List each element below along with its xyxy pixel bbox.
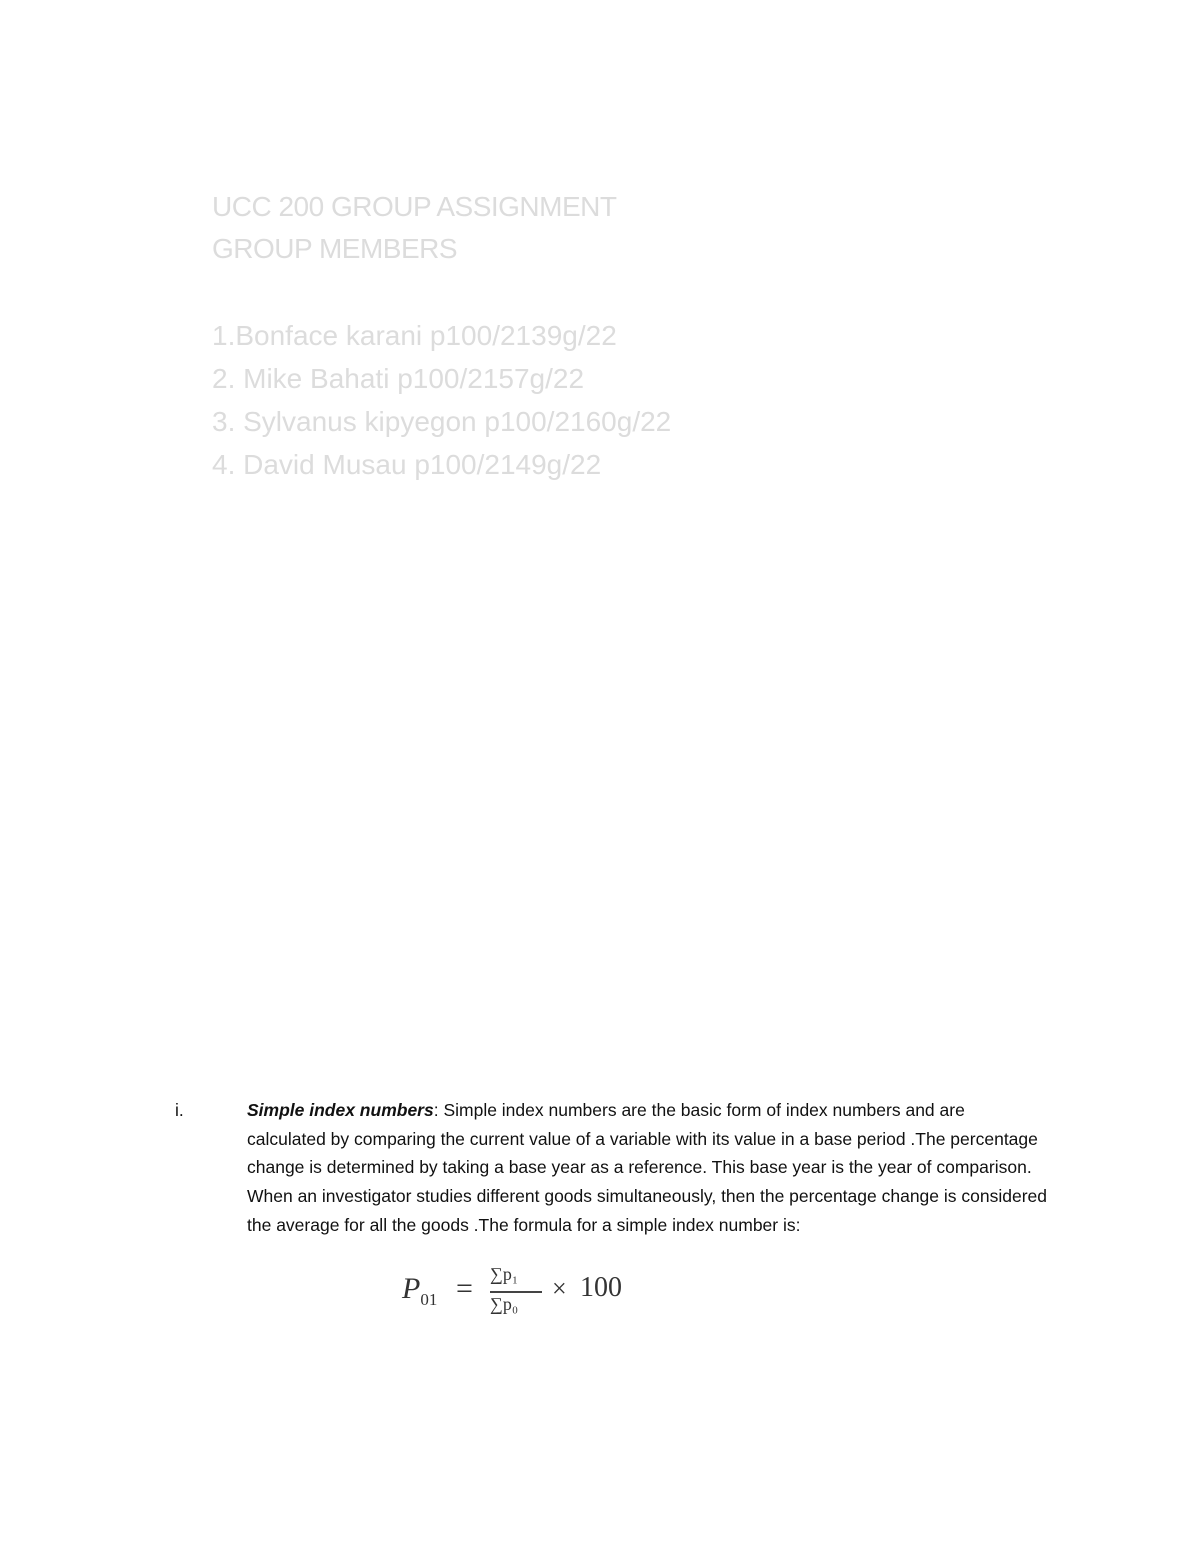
section-term: Simple index numbers — [247, 1100, 434, 1120]
group-members-heading: GROUP MEMBERS — [212, 233, 458, 264]
formula-lhs-symbol: P — [402, 1272, 421, 1305]
formula-fraction — [490, 1264, 542, 1320]
formula-lhs — [402, 1272, 437, 1310]
fraction-bar — [490, 1291, 542, 1293]
formula-lhs-subscript: 01 — [420, 1290, 438, 1309]
member-item: 2. Mike Bahati p100/2157g/22 — [212, 363, 585, 394]
list-numeral: i. — [175, 1100, 184, 1120]
member-item: 4. David Musau p100/2149g/22 — [212, 449, 602, 480]
section-text: : Simple index numbers are the basic form of index numbers and are calculated by comparing the current value of a variable with its value in a base period .The percentage change is determined by taking a base year as a reference. This base year is the year of comparison. When an investigator studies different goods simultaneously, then the percentage change is considered the average for all the goods .The formula for a simple index number is: — [247, 1100, 1047, 1235]
assignment-title: UCC 200 GROUP ASSIGNMENT — [212, 191, 617, 222]
formula-denominator: ∑p₀ — [490, 1294, 519, 1314]
section-paragraph — [247, 1096, 1047, 1240]
formula-times: × — [552, 1274, 567, 1303]
member-list — [212, 314, 671, 486]
index-formula — [400, 1262, 640, 1324]
simple-index-section — [175, 1096, 1055, 1240]
formula-multiplier: 100 — [580, 1272, 622, 1303]
member-item: 1.Bonface karani p100/2139g/22 — [212, 320, 617, 351]
cover-header — [212, 186, 671, 486]
member-item: 3. Sylvanus kipyegon p100/2160g/22 — [212, 406, 672, 437]
formula-numerator: ∑p₁ — [490, 1264, 519, 1284]
formula-equals: = — [456, 1272, 473, 1305]
